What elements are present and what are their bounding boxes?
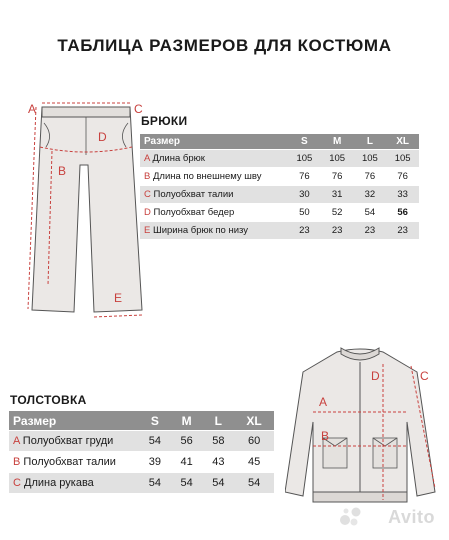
avito-logo-icon (339, 506, 363, 528)
cell: 56 (171, 431, 203, 451)
cell: 31 (321, 186, 354, 203)
cell: 76 (354, 168, 387, 185)
pants-letter-d: D (98, 130, 107, 144)
top-heading: ТОЛСТОВКА (10, 393, 87, 407)
row-label: Полуобхват талии (23, 456, 116, 468)
cell: 105 (354, 150, 387, 167)
cell: 30 (288, 186, 321, 203)
top-header-l: L (202, 411, 234, 430)
cell: 76 (288, 168, 321, 185)
row-label: Длина по внешнему шву (152, 171, 262, 182)
cell: 76 (386, 168, 419, 185)
cell: 54 (139, 431, 171, 451)
cell: 60 (234, 431, 274, 451)
cell: 54 (139, 473, 171, 493)
pants-letter-b: B (58, 164, 67, 178)
row-letter: C (13, 477, 21, 489)
cell: 105 (386, 150, 419, 167)
pants-header-l: L (354, 134, 387, 149)
sweatshirt-illustration (285, 342, 445, 522)
pants-heading: БРЮКИ (141, 114, 188, 128)
pants-header-s: S (288, 134, 321, 149)
cell: 54 (202, 473, 234, 493)
cell: 45 (234, 452, 274, 472)
page-title: ТАБЛИЦА РАЗМЕРОВ ДЛЯ КОСТЮМА (57, 36, 392, 55)
row-letter: B (144, 171, 151, 182)
top-size-table (9, 410, 274, 494)
cell: 23 (288, 222, 321, 239)
row-label: Полуобхват талии (153, 189, 234, 200)
cell: 52 (321, 204, 354, 221)
cell: 43 (202, 452, 234, 472)
cell: 54 (354, 204, 387, 221)
pants-illustration (22, 95, 152, 325)
row-label: Длина рукава (24, 477, 94, 489)
table-row (140, 186, 419, 203)
cell: 54 (171, 473, 203, 493)
top-letter-c: C (420, 369, 429, 383)
table-row (140, 150, 419, 167)
pants-letter-c: C (134, 102, 143, 116)
top-letter-a: A (319, 395, 328, 409)
cell: 105 (288, 150, 321, 167)
pants-letter-a: A (28, 102, 37, 116)
top-header-s: S (139, 411, 171, 430)
row-label: Ширина брюк по низу (152, 225, 249, 236)
row-letter: E (144, 225, 151, 236)
cell: 56 (386, 204, 419, 221)
cell: 76 (321, 168, 354, 185)
cell: 23 (321, 222, 354, 239)
row-letter: A (144, 153, 150, 164)
pants-header-size: Размер (140, 134, 288, 149)
pants-waistband (42, 107, 130, 117)
row-label: Полуобхват груди (22, 435, 114, 447)
top-header-size: Размер (9, 411, 139, 430)
cell: 50 (288, 204, 321, 221)
pants-header-m: M (321, 134, 354, 149)
cell: 41 (171, 452, 203, 472)
cell: 105 (321, 150, 354, 167)
measure-line-e (94, 315, 142, 317)
table-row (140, 168, 419, 185)
pants-letter-e: E (114, 291, 123, 305)
row-letter: B (13, 456, 21, 468)
cell: 33 (386, 186, 419, 203)
cell: 54 (234, 473, 274, 493)
table-row (9, 473, 274, 493)
row-label: Полуобхват бедер (153, 207, 235, 218)
cell: 58 (202, 431, 234, 451)
table-row (9, 452, 274, 472)
cell: 39 (139, 452, 171, 472)
top-letter-b: B (321, 429, 330, 443)
pants-size-table (140, 133, 419, 240)
row-letter: C (144, 189, 151, 200)
row-letter: A (13, 435, 20, 447)
pants-header-xl: XL (386, 134, 419, 149)
table-row (9, 431, 274, 451)
pocket-right (373, 438, 397, 468)
cell: 23 (386, 222, 419, 239)
top-header-m: M (171, 411, 203, 430)
top-letter-d: D (371, 369, 380, 383)
table-row (140, 222, 419, 239)
cell: 23 (354, 222, 387, 239)
watermark: Avito (388, 507, 435, 527)
row-letter: D (144, 207, 151, 218)
table-row (140, 204, 419, 221)
row-label: Длина брюк (152, 153, 205, 164)
top-header-xl: XL (234, 411, 274, 430)
cell: 32 (354, 186, 387, 203)
